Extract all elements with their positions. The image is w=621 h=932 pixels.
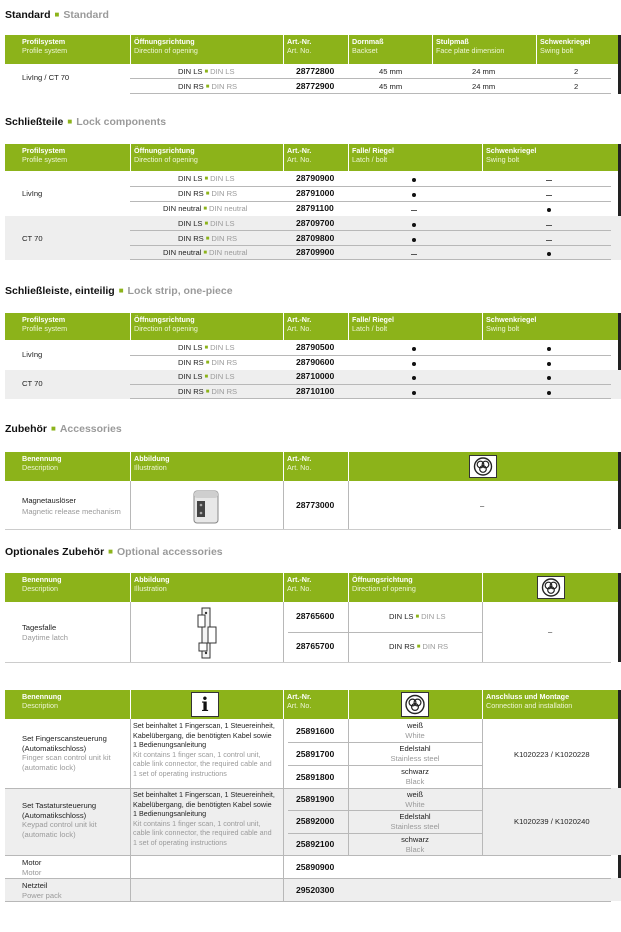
article-number: 25891900 — [296, 794, 335, 804]
connection-ref: K1020239 / K1020240 — [514, 817, 590, 826]
yes-dot — [412, 223, 416, 227]
kit-description: Set beinhaltet 1 Fingerscan, 1 Steuereinheit, Kabelübergang, die benötigten Kabel sowie 1 Bedienungsanleitung Kit contains 1 finger scan, 1 control unit, cable link connector, the required cable and 1 set of operating instructions — [133, 790, 275, 847]
article-number: 25891800 — [296, 772, 335, 782]
kit-description: Set beinhaltet 1 Fingerscan, 1 Steuereinheit, Kabelübergang, die benötigten Kabel sowie 1 Bedienungsanleitung Kit contains 1 finger scan, 1 control unit, cable link connector, the required cable and 1 set of operating instructions — [133, 721, 275, 778]
section-title-lock-strip: Schließleiste, einteilig ■ Lock strip, one-piece — [5, 285, 233, 297]
article-number: 29520300 — [296, 885, 335, 895]
section-title-optional-accessories: Optionales Zubehör ■ Optional accessories — [5, 546, 223, 558]
magnetic-release-image — [188, 487, 224, 527]
article-number: 28790500 — [296, 342, 335, 352]
article-number: 25891700 — [296, 749, 335, 759]
table-header: Benennung Description Abbildung Illustration Art.-Nr. Art. No. Öffnungsrichtung Direction of opening — [5, 573, 621, 602]
table-header: Profilsystem Profile system Öffnungsrichtung Direction of opening Art.-Nr. Art. No. Dornmaß Backset Stulpmaß Face plate dimension Schwenkriegel Swing bolt — [5, 35, 621, 64]
section-title-standard: Standard ■ Standard — [5, 9, 109, 21]
article-number: 28791000 — [296, 188, 335, 198]
article-number: 28709900 — [296, 247, 335, 257]
table-header: Benennung Description Art.-Nr. Art. No. Anschluss und Montage Connection and installation — [5, 690, 621, 719]
article-number: 25890900 — [296, 862, 335, 872]
product-name: Set Fingerscansteuerung (Automatikschloss) Finger scan control unit kit (automatic lock) — [22, 734, 111, 772]
security-icon — [469, 455, 497, 478]
article-number: 28710100 — [296, 386, 335, 396]
connection-ref: K1020223 / K1020228 — [514, 750, 590, 759]
info-icon: i — [191, 692, 219, 717]
yes-dot — [412, 238, 416, 242]
article-number: 28772800 — [296, 66, 335, 76]
article-number: 28709700 — [296, 218, 335, 228]
article-number: 25892100 — [296, 839, 335, 849]
table-header: Profilsystem Profile system Öffnungsrichtung Direction of opening Art.-Nr. Art. No. Falle/ Riegel Latch / bolt Schwenkriegel Swing bolt — [5, 313, 621, 340]
yes-dot — [547, 252, 551, 256]
security-icon — [401, 692, 429, 717]
article-number: 28790900 — [296, 173, 335, 183]
yes-dot — [412, 178, 416, 182]
article-number: 28790600 — [296, 357, 335, 367]
article-number: 28709800 — [296, 233, 335, 243]
table-header: Profilsystem Profile system Öffnungsrichtung Direction of opening Art.-Nr. Art. No. Falle/ Riegel Latch / bolt Schwenkriegel Swing bolt — [5, 144, 621, 171]
product-name: Netzteil Power pack — [22, 881, 62, 900]
product-name: Motor Motor — [22, 858, 42, 877]
article-number: 25891600 — [296, 726, 335, 736]
article-number: 28765700 — [296, 641, 335, 651]
section-title-accessories: Zubehör ■ Accessories — [5, 423, 122, 435]
direction-cell: DIN RS ■ DIN RS — [178, 82, 238, 91]
security-icon — [537, 576, 565, 599]
profile-label: LivIng / CT 70 — [22, 73, 70, 82]
article-number: 28772900 — [296, 81, 335, 91]
article-number: 28791100 — [296, 203, 334, 213]
article-number: 28773000 — [296, 500, 335, 510]
yes-dot — [547, 208, 551, 212]
article-number: 25892000 — [296, 816, 335, 826]
article-number: 28710000 — [296, 371, 335, 381]
direction-cell: DIN LS ■ DIN LS — [178, 67, 235, 76]
article-number: 28765600 — [296, 611, 335, 621]
yes-dot — [412, 193, 416, 197]
table-header: Benennung Description Abbildung Illustration Art.-Nr. Art. No. — [5, 452, 621, 481]
daytime-latch-image — [195, 605, 219, 661]
product-name: Set Tastatursteuerung (Automatikschloss) Keypad control unit kit (automatic lock) — [22, 801, 97, 839]
section-title-lock-components: Schließteile ■ Lock components — [5, 116, 167, 128]
